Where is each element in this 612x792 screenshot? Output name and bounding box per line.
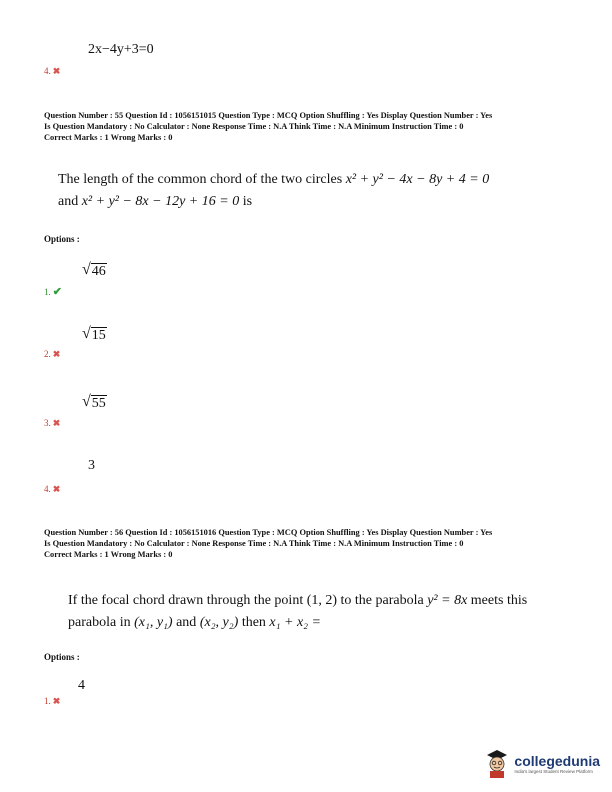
option-3-value <box>82 394 107 411</box>
question-text: parabola in <box>68 615 131 630</box>
sqrt-symbol: √ <box>82 261 91 278</box>
option-label: 4. <box>44 66 51 76</box>
question-text: and <box>176 615 197 630</box>
question-56-metadata <box>44 527 584 560</box>
question-56-text <box>68 590 588 634</box>
sqrt-symbol: √ <box>82 325 91 342</box>
option-1 <box>44 285 62 298</box>
option-3 <box>44 418 60 429</box>
sqrt-symbol: √ <box>82 393 91 410</box>
question-text: The length of the common chord of the two circles <box>58 172 343 187</box>
option-4 <box>44 484 60 495</box>
option-label: 4. <box>44 484 51 494</box>
wrong-mark-icon: ✖ <box>52 418 61 428</box>
question-line <box>58 191 578 213</box>
meta-line: Question Number : 56 Question Id : 1056151016 Question Type : MCQ Option Shuffling : Yes Display Question Number : Yes <box>44 528 493 537</box>
previous-option-equation: 2x−4y+3=0 <box>88 42 154 57</box>
question-text: then <box>241 615 266 630</box>
radicand: 15 <box>91 328 106 343</box>
logo-tagline: India's largest Student Review Platform <box>514 768 593 774</box>
question-line <box>58 169 578 191</box>
question-55-text <box>58 169 578 213</box>
option-label: 3. <box>44 418 51 428</box>
question-text: and <box>58 194 79 209</box>
wrong-mark-icon: ✖ <box>52 349 61 359</box>
options-heading: Options : <box>44 652 80 662</box>
question-text: is <box>242 194 253 209</box>
equation: (x₁, y₁) <box>134 615 173 630</box>
student-mascot-icon <box>484 748 510 778</box>
meta-line: Question Number : 55 Question Id : 1056151015 Question Type : MCQ Option Shuffling : Yes Display Question Number : Yes <box>44 111 493 120</box>
equation: y² = 8x <box>427 593 468 608</box>
logo-name: collegedunia <box>514 752 600 769</box>
option-2-value <box>82 326 107 343</box>
option-4-value: 3 <box>88 458 95 473</box>
option-1-value: 4 <box>78 678 85 693</box>
option-1-value <box>82 262 107 279</box>
option-2 <box>44 349 60 360</box>
options-heading: Options : <box>44 234 80 244</box>
meta-line: Correct Marks : 1 Wrong Marks : 0 <box>44 550 173 559</box>
option-label: 1. <box>44 287 51 297</box>
equation: x² + y² − 4x − 8y + 4 = 0 <box>345 172 490 187</box>
question-text: If the focal chord drawn through the point (1, 2) to the parabola <box>68 593 424 608</box>
wrong-mark-icon: ✖ <box>52 696 61 706</box>
question-line <box>68 612 588 634</box>
meta-line: Is Question Mandatory : No Calculator : None Response Time : N.A Think Time : N.A Minimum Instruction Time : 0 <box>44 539 464 548</box>
equation: x² + y² − 8x − 12y + 16 = 0 <box>81 194 240 209</box>
radicand: 55 <box>91 396 106 411</box>
wrong-mark-icon: ✖ <box>52 66 61 76</box>
option-label: 1. <box>44 696 51 706</box>
question-55-metadata <box>44 110 584 143</box>
equation: x₁ + x₂ = <box>269 615 321 630</box>
meta-line: Is Question Mandatory : No Calculator : None Response Time : N.A Think Time : N.A Minimum Instruction Time : 0 <box>44 122 464 131</box>
meta-line: Correct Marks : 1 Wrong Marks : 0 <box>44 133 173 142</box>
radicand: 46 <box>91 264 106 279</box>
previous-option-4 <box>44 66 60 77</box>
option-1 <box>44 696 60 707</box>
option-label: 2. <box>44 349 51 359</box>
question-line <box>68 590 588 612</box>
wrong-mark-icon: ✖ <box>52 484 61 494</box>
collegedunia-logo <box>484 748 600 778</box>
equation: (x₂, y₂) <box>199 615 239 630</box>
question-text: meets this <box>470 593 528 608</box>
correct-check-icon: ✔ <box>52 286 62 298</box>
